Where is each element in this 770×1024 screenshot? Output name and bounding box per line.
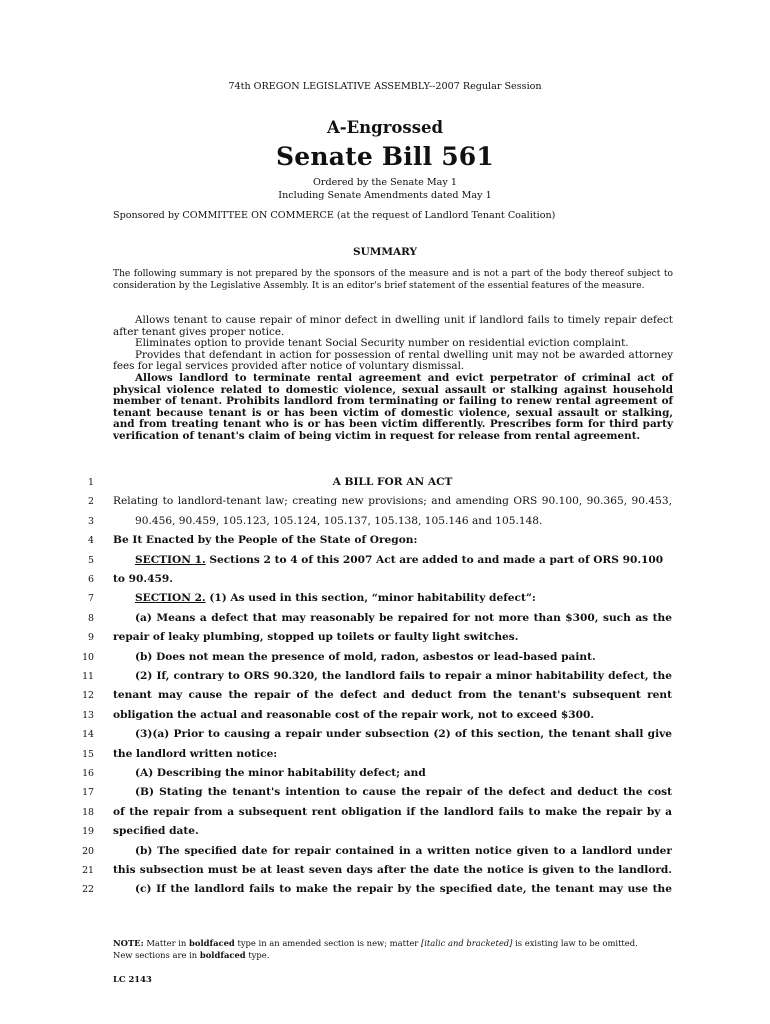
line-text: (a) Means a defect that may reasonably be repaired for not more than $300, such as the — [135, 611, 672, 624]
line-text: (A) Describing the minor habitability defect; and — [135, 767, 426, 779]
bill-line — [0, 825, 770, 844]
section-label: SECTION 1. — [135, 553, 206, 566]
line-number: 6 — [88, 574, 94, 585]
line-number: 4 — [88, 535, 94, 547]
line-number: 19 — [82, 826, 94, 838]
line-text: (2) If, contrary to ORS 90.320, the landlord fails to repair a minor habitability defect, the — [135, 670, 672, 682]
line-number: 8 — [88, 612, 94, 624]
section-text: Sections 2 to 4 of this 2007 Act are added to and made a part of ORS 90.100 — [205, 553, 664, 566]
note-text: is existing law to be omitted. — [512, 938, 638, 948]
summary-paragraph: Eliminates option to provide tenant Social Security number on residential eviction complaint. — [135, 337, 629, 350]
line-number: 17 — [82, 787, 94, 799]
summary-body — [113, 315, 673, 443]
bill-title: Senate Bill 561 — [275, 142, 494, 171]
bill-line — [0, 534, 770, 553]
bill-line — [0, 845, 770, 864]
bill-line — [0, 806, 770, 825]
note-italic: [italic and bracketed] — [420, 938, 513, 948]
line-text: (B) Stating the tenant's intention to cause the repair of the defect and deduct the cost — [135, 786, 672, 799]
ordered-line-1: Ordered by the Senate May 1 — [313, 177, 457, 188]
line-text: the landlord written notice: — [113, 747, 278, 760]
session-header: 74th OREGON LEGISLATIVE ASSEMBLY--2007 Regular Session — [228, 81, 542, 92]
bill-line — [0, 612, 770, 631]
line-number: 16 — [82, 768, 94, 779]
line-number: 11 — [82, 671, 94, 682]
bill-line — [0, 728, 770, 747]
note-line-1 — [113, 937, 673, 949]
sponsor-line: Sponsored by COMMITTEE ON COMMERCE (at the request of Landlord Tenant Coalition) — [113, 210, 556, 221]
lc-number: LC 2143 — [113, 974, 152, 984]
section-text: (1) As used in this section, “minor habitability defect”: — [205, 592, 536, 605]
bill-line — [0, 864, 770, 883]
line-number: 3 — [88, 515, 94, 527]
line-text: (c) If the landlord fails to make the repair by the specified date, the tenant may use the — [135, 883, 672, 896]
line-text: Relating to landlord-tenant law; creating new provisions; and amending ORS 90.100, 90.365, 90.453, — [113, 495, 672, 508]
bill-line — [0, 573, 770, 592]
line-text: 90.456, 90.459, 105.123, 105.124, 105.137, 105.138, 105.146 and 105.148. — [135, 514, 543, 527]
line-text: specified date. — [113, 825, 199, 838]
bill-line — [0, 651, 770, 670]
bill-line — [0, 554, 770, 573]
bill-line — [0, 670, 770, 689]
note-text: type. — [245, 950, 270, 960]
bill-line — [0, 631, 770, 650]
note-text: New sections are in — [113, 950, 200, 960]
line-text: this subsection must be at least seven days after the date the notice is given to the landlord. — [113, 864, 672, 876]
line-text: (b) Does not mean the presence of mold, radon, asbestos or lead-based paint. — [135, 650, 596, 663]
bill-line — [0, 476, 770, 495]
enacting-clause: Be It Enacted by the People of the State of Oregon: — [113, 534, 418, 547]
summary-heading: SUMMARY — [352, 246, 418, 258]
summary-disclaimer: The following summary is not prepared by the sponsors of the measure and is not a part of the body thereof subject to consideration by the Legislative Assembly. It is an editor's brief statement of the essential features of the measure. — [113, 269, 673, 292]
line-text — [113, 554, 672, 566]
line-text: of the repair from a subsequent rent obligation if the landlord fails to make the repair by a — [113, 805, 672, 818]
bill-line — [0, 767, 770, 786]
note-text: type in an amended section is new; matter — [234, 938, 421, 948]
line-number: 1 — [88, 477, 94, 488]
engrossed-label: A-Engrossed — [326, 118, 444, 137]
line-number: 13 — [82, 709, 94, 721]
note-label: NOTE: — [113, 938, 144, 948]
note-bold: boldfaced — [199, 950, 246, 960]
line-number: 9 — [88, 632, 94, 644]
line-text: obligation the actual and reasonable cost of the repair work, not to exceed $300. — [113, 708, 595, 721]
line-text: (b) The specified date for repair contained in a written notice given to a landlord under — [135, 844, 672, 857]
bill-line — [0, 515, 770, 534]
line-number: 2 — [88, 496, 94, 508]
bill-act-heading: A BILL FOR AN ACT — [332, 476, 453, 488]
note-line-2 — [113, 949, 673, 961]
line-text: repair of leaky plumbing, stopped up toilets or faulty light switches. — [113, 631, 519, 644]
line-text: to 90.459. — [113, 573, 173, 585]
summary-paragraph: Provides that defendant in action for possession of rental dwelling unit may not be awarded attorney fees for legal services provided after notice of voluntary dismissal. — [113, 348, 673, 373]
line-text — [113, 592, 672, 604]
bill-line — [0, 495, 770, 514]
note-text: Matter in — [143, 938, 189, 948]
summary-bold-paragraph: Allows landlord to terminate rental agreement and evict perpetrator of criminal act of physical violence related to domestic violence, sexual assault or stalking against household member of tenant. Prohibits landlord from terminating or failing to renew rental agreement of tenant because tenant is or has been victim of domestic violence, sexual assault or stalking, and from treating tenant who is or has been victim differently. Prescribes form for third party verification of tenant's claim of being victim in request for release from rental agreement. — [113, 371, 673, 442]
bill-line — [0, 786, 770, 805]
line-number: 14 — [82, 729, 94, 741]
line-number: 12 — [82, 690, 94, 702]
line-number: 18 — [82, 806, 94, 818]
bill-line — [0, 883, 770, 902]
line-text: (3)(a) Prior to causing a repair under subsection (2) of this section, the tenant shall give — [135, 728, 672, 741]
line-number: 21 — [82, 865, 94, 876]
ordered-info — [0, 177, 770, 202]
line-number: 10 — [82, 651, 94, 663]
line-number: 5 — [88, 554, 94, 566]
line-number: 22 — [82, 884, 94, 896]
note-bold: boldfaced — [189, 938, 235, 948]
section-label: SECTION 2. — [135, 592, 206, 605]
bill-line — [0, 689, 770, 708]
bill-line — [0, 709, 770, 728]
line-text: tenant may cause the repair of the defect and deduct from the tenant's subsequent rent — [113, 689, 672, 702]
bill-line — [0, 592, 770, 611]
summary-paragraph: Allows tenant to cause repair of minor defect in dwelling unit if landlord fails to timely repair defect after tenant gives proper notice. — [113, 314, 673, 338]
footer-note — [113, 937, 673, 961]
ordered-line-2: Including Senate Amendments dated May 1 — [278, 189, 492, 201]
bill-line — [0, 748, 770, 767]
line-number: 20 — [82, 845, 94, 857]
line-number: 7 — [88, 593, 94, 605]
line-number: 15 — [82, 748, 94, 760]
